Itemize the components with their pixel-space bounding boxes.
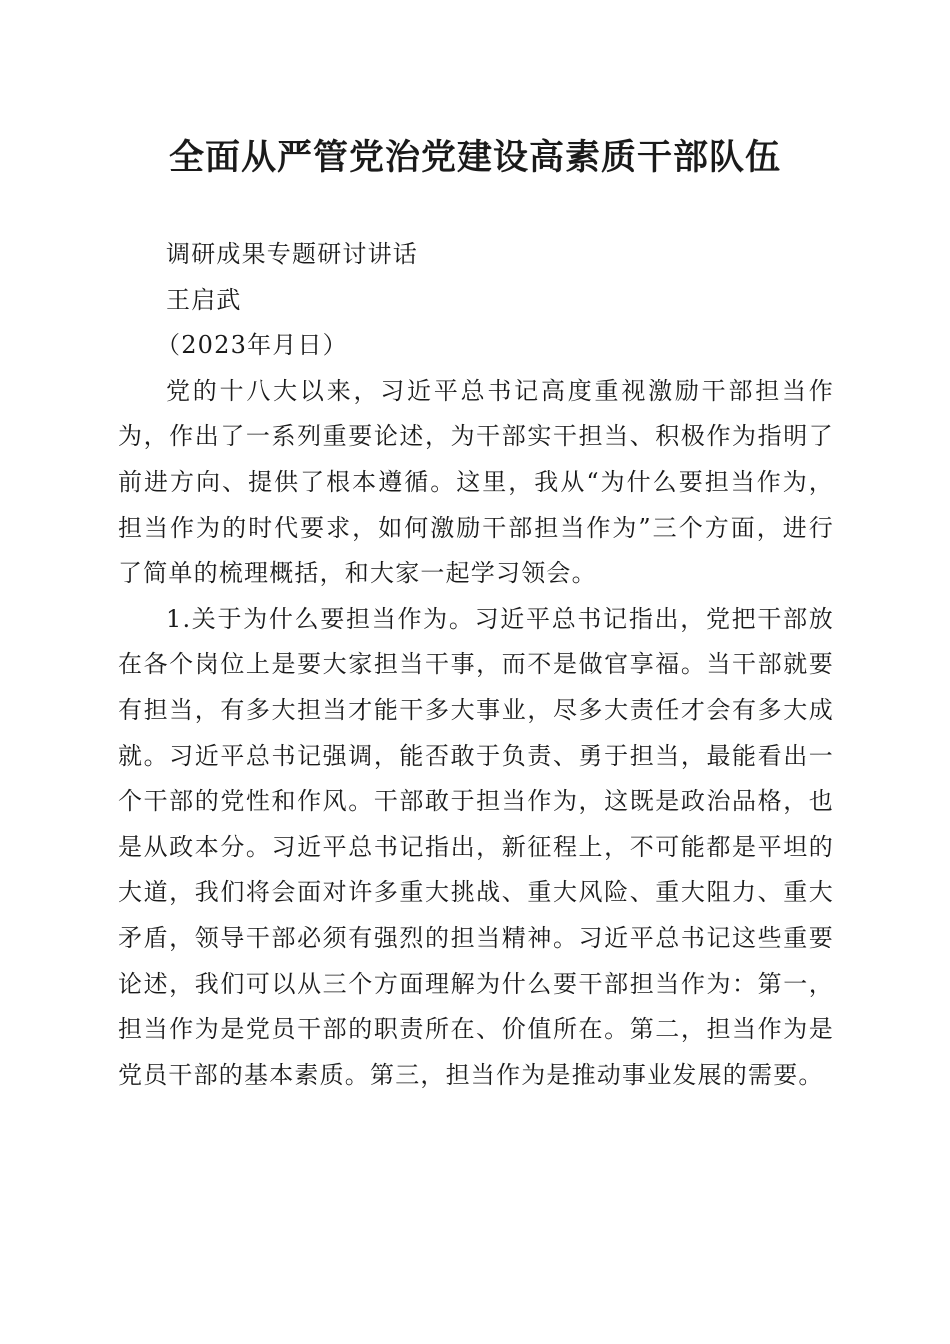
document-subtitle: 调研成果专题研讨讲话: [166, 240, 418, 268]
document-date: （2023年月日）: [156, 331, 348, 360]
document-title: 全面从严管党治党建设高素质干部队伍: [168, 137, 781, 178]
document-body: [118, 232, 834, 1098]
document-author: 王启武: [166, 285, 242, 314]
paragraph-section-1: 1.关于为什么要担当作为。习近平总书记指出，党把干部放在各个岗位上是要大家担当干事，而不是做官享福。当干部就要有担当，有多大担当才能干多大事业，尽多大责任才会有多大成就。习近平总书记强调，能否敢于负责、勇于担当，最能看出一个干部的党性和作风。干部敢于担当作为，这既是政治品格，也是从政本分。习近平总书记指出，新征程上，不可能都是平坦的大道，我们将会面对许多重大挑战、重大风险、重大阻力、重大矛盾，领导干部必须有强烈的担当精神。习近平总书记这些重要论述，我们可以从三个方面理解为什么要干部担当作为：第一，担当作为是党员干部的职责所在、价值所在。第二，担当作为是党员干部的基本素质。第三，担当作为是推动事业发展的需要。: [118, 604, 834, 1089]
paragraph-intro: 党的十八大以来，习近平总书记高度重视激励干部担当作为，作出了一系列重要论述，为干部实干担当、积极作为指明了前进方向、提供了根本遵循。这里，我从“为什么要担当作为，担当作为的时代要求，如何激励干部担当作为”三个方面，进行了简单的梳理概括，和大家一起学习领会。: [118, 376, 834, 588]
